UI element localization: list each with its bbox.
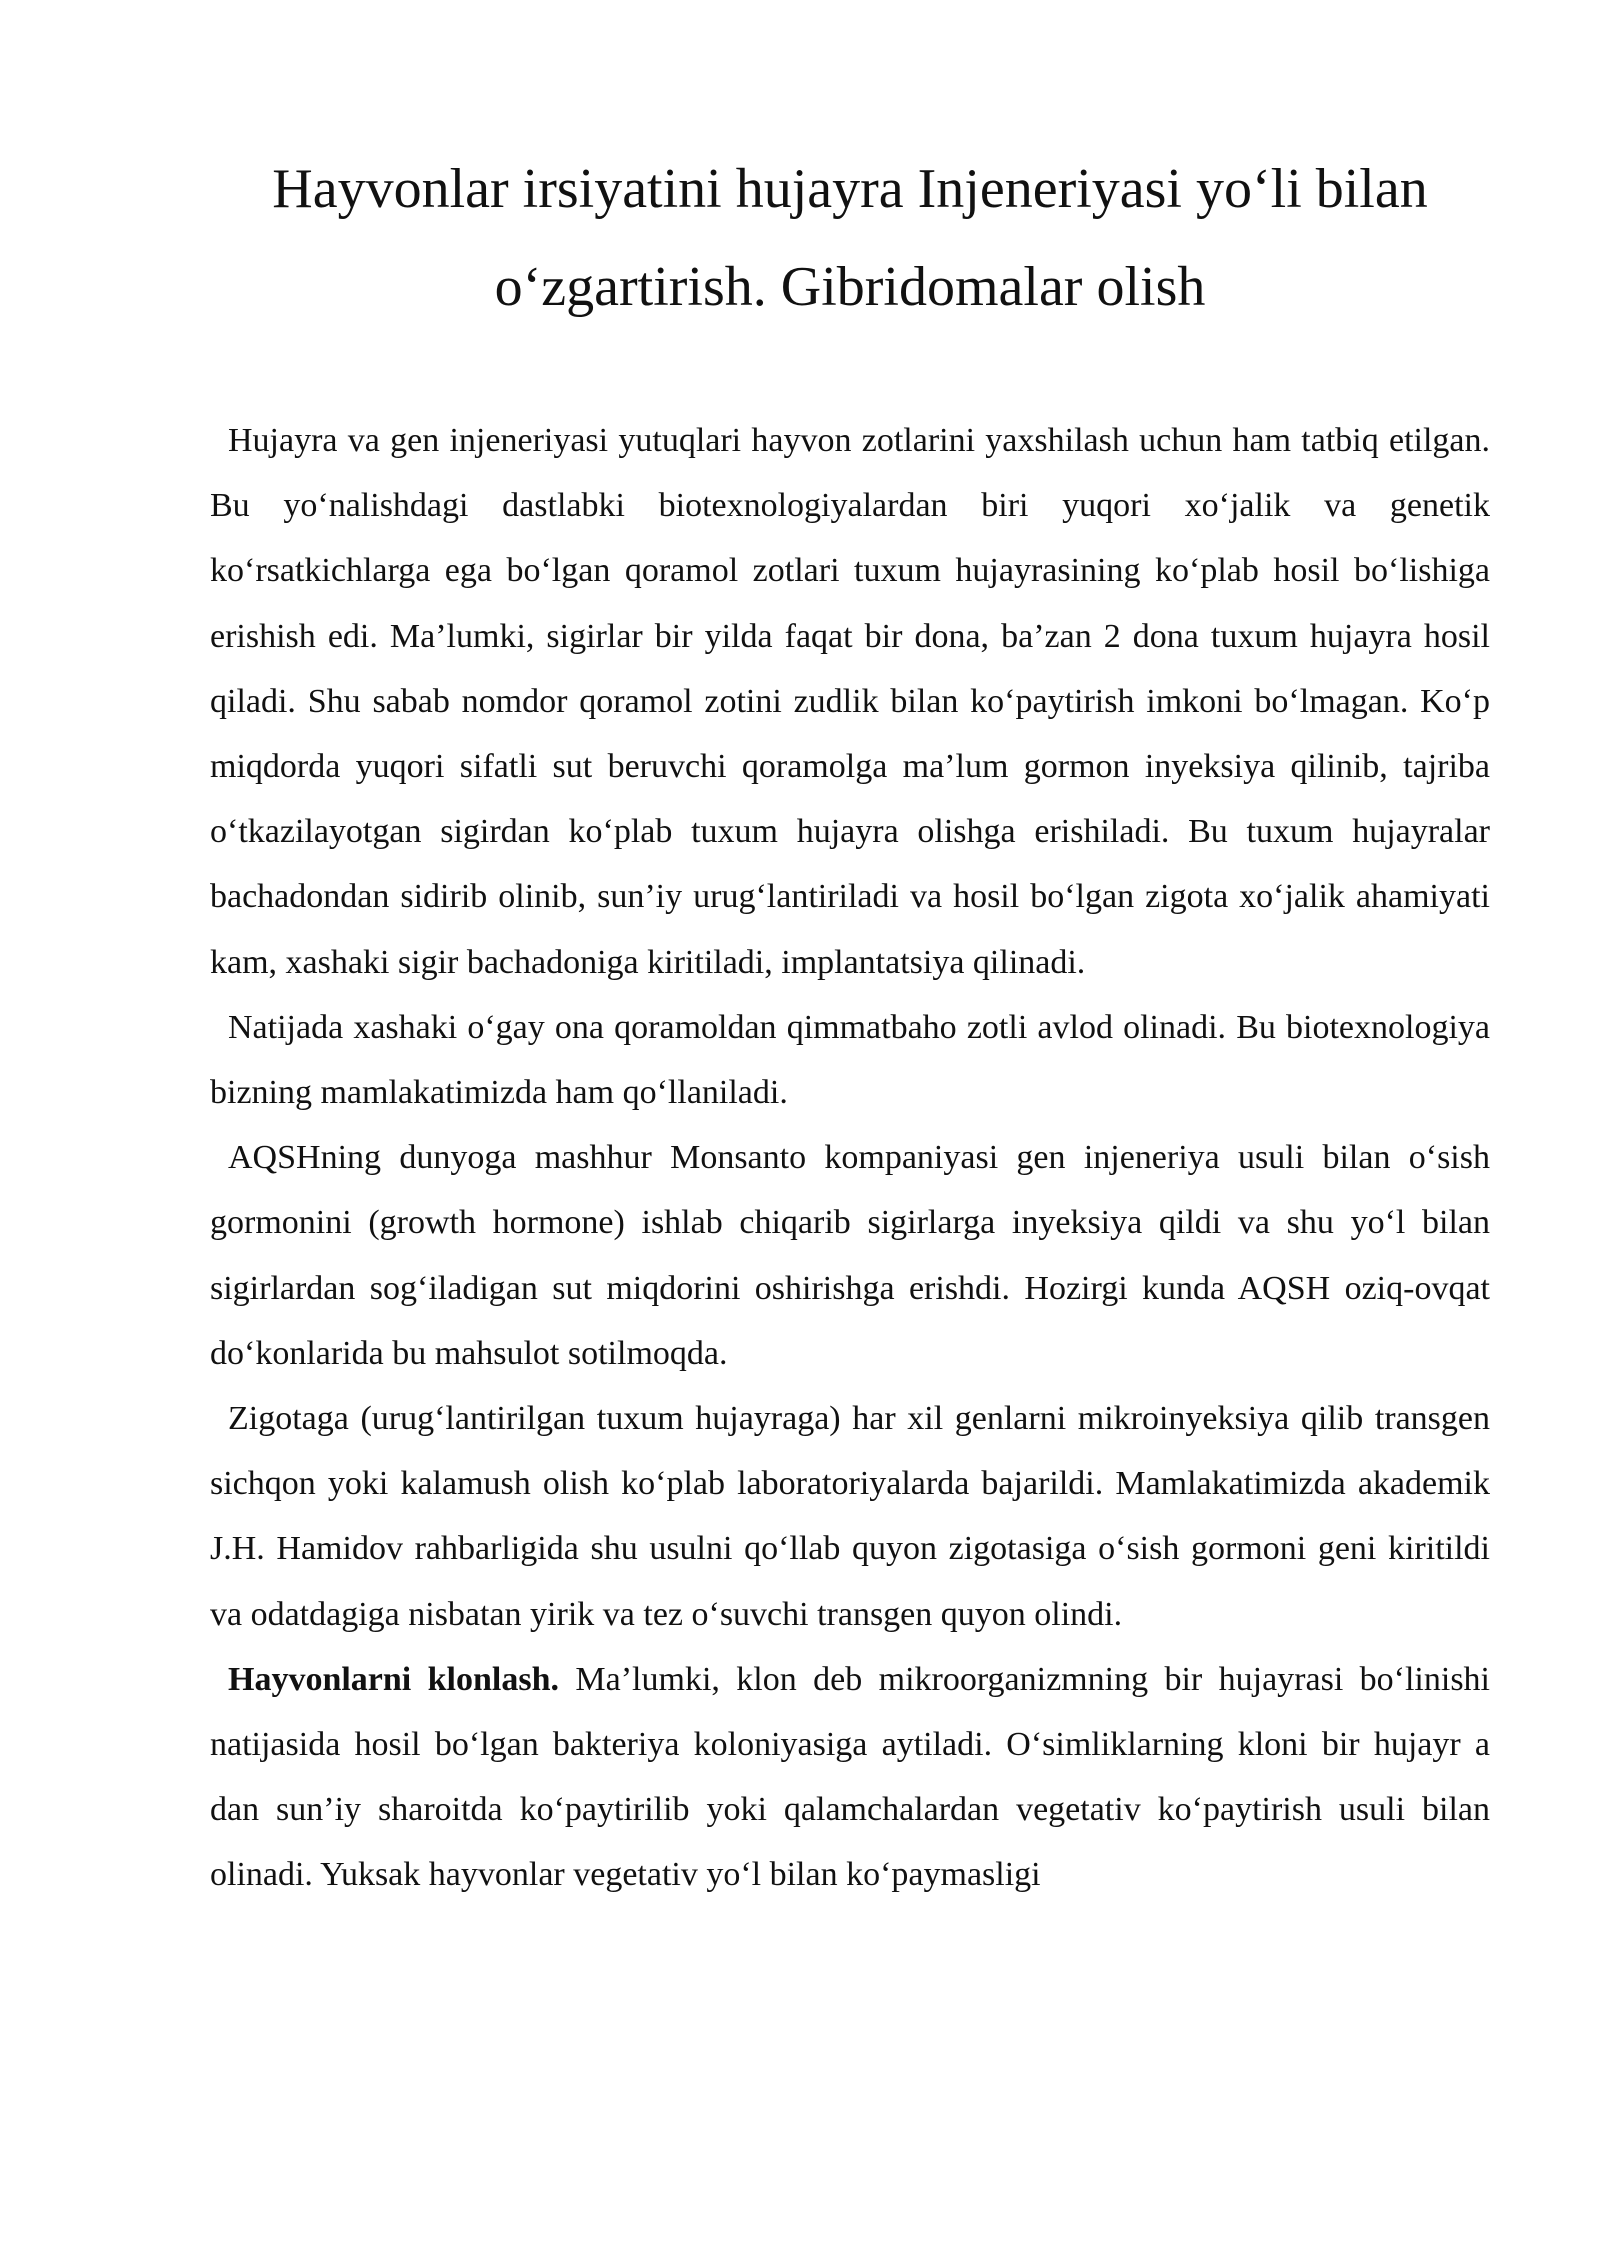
- paragraph-1: [210, 408, 1490, 995]
- paragraph-3-text: AQSHning dunyoga mashhur Monsanto kompaniyasi gen injeneriya usuli bilan o‘sish gormonini (growth hormone) ishlab chiqarib sigirlarga inyeksiya qildi va shu yo‘l bilan sigirlardan sog‘iladigan sut miqdorini oshirishga erishdi. Hozirgi kunda AQSH oziq-ovqat do‘konlarida bu mahsulot sotilmoqda.: [210, 1139, 1490, 1372]
- paragraph-2-text: Natijada xashaki o‘gay ona qoramoldan qimmatbaho zotli avlod olinadi. Bu biotexnologiya bizning mamlakatimizda ham qo‘llaniladi.: [210, 1008, 1490, 1112]
- document-body: [210, 408, 1490, 1908]
- paragraph-5-text: Ma’lumki, klon deb mikroorganizmning bir hujayrasi bo‘linishi natijasida hosil bo‘lgan bakteriya koloniyasiga aytiladi. O‘simliklarning kloni bir hujayr a dan sun’iy sharoitda ko‘paytirilib yoki qalamchalardan vegetativ ko‘paytirish usuli bilan olinadi. Yuksak hayvonlar vegetativ yo‘l bilan ko‘paymasligi: [210, 1660, 1490, 1894]
- paragraph-4: [210, 1386, 1490, 1647]
- paragraph-4-text: Zigotaga (urug‘lantirilgan tuxum hujayraga) har xil genlarni mikroinyeksiya qilib transgen sichqon yoki kalamush olish ko‘plab laboratoriyalarda bajarildi. Mamlakatimizda akademik J.H. Hamidov rahbarligida shu usulni qo‘llab quyon zigotasiga o‘sish gormoni geni kiritildi va odatdagiga nisbatan yirik va tez o‘suvchi transgen quyon olindi.: [210, 1400, 1490, 1633]
- paragraph-1-text: Hujayra va gen injeneriyasi yutuqlari hayvon zotlarini yaxshilash uchun ham tatbiq etilgan. Bu yo‘nalishdagi dastlabki biotexnologiyalardan biri yuqori xo‘jalik va genetik ko‘rsatkichlarga ega bo‘lgan qoramol zotlari tuxum hujayrasining ko‘plab hosil bo‘lishiga erishish edi. Ma’lumki, sigirlar bir yilda faqat bir dona, ba’zan 2 dona tuxum hujayra hosil qiladi. Shu sabab nomdor qoramol zotini zudlik bilan ko‘paytirish imkoni bo‘lmagan. Ko‘p miqdorda yuqori sifatli sut beruvchi qoramolga ma’lum gormon inyeksiya qilinib, tajriba o‘tkazilayotgan sigirdan ko‘plab tuxum hujayra olishga erishiladi. Bu tuxum hujayralar bachadondan sidirib olinib, sun’iy urug‘lantiriladi va hosil bo‘lgan zigota xo‘jalik ahamiyati kam, xashaki sigir bachadoniga kiritiladi, implantatsiya qilinadi.: [210, 422, 1490, 981]
- paragraph-5: [210, 1647, 1490, 1908]
- paragraph-2: [210, 995, 1490, 1125]
- document-title: Hayvonlar irsiyatini hujayra Injeneriyasi yo‘li bilan o‘zgartirish. Gibridomalar olish: [272, 158, 1428, 318]
- paragraph-3: [210, 1125, 1490, 1386]
- section-heading-cloning: Hayvonlarni klonlash.: [228, 1660, 559, 1698]
